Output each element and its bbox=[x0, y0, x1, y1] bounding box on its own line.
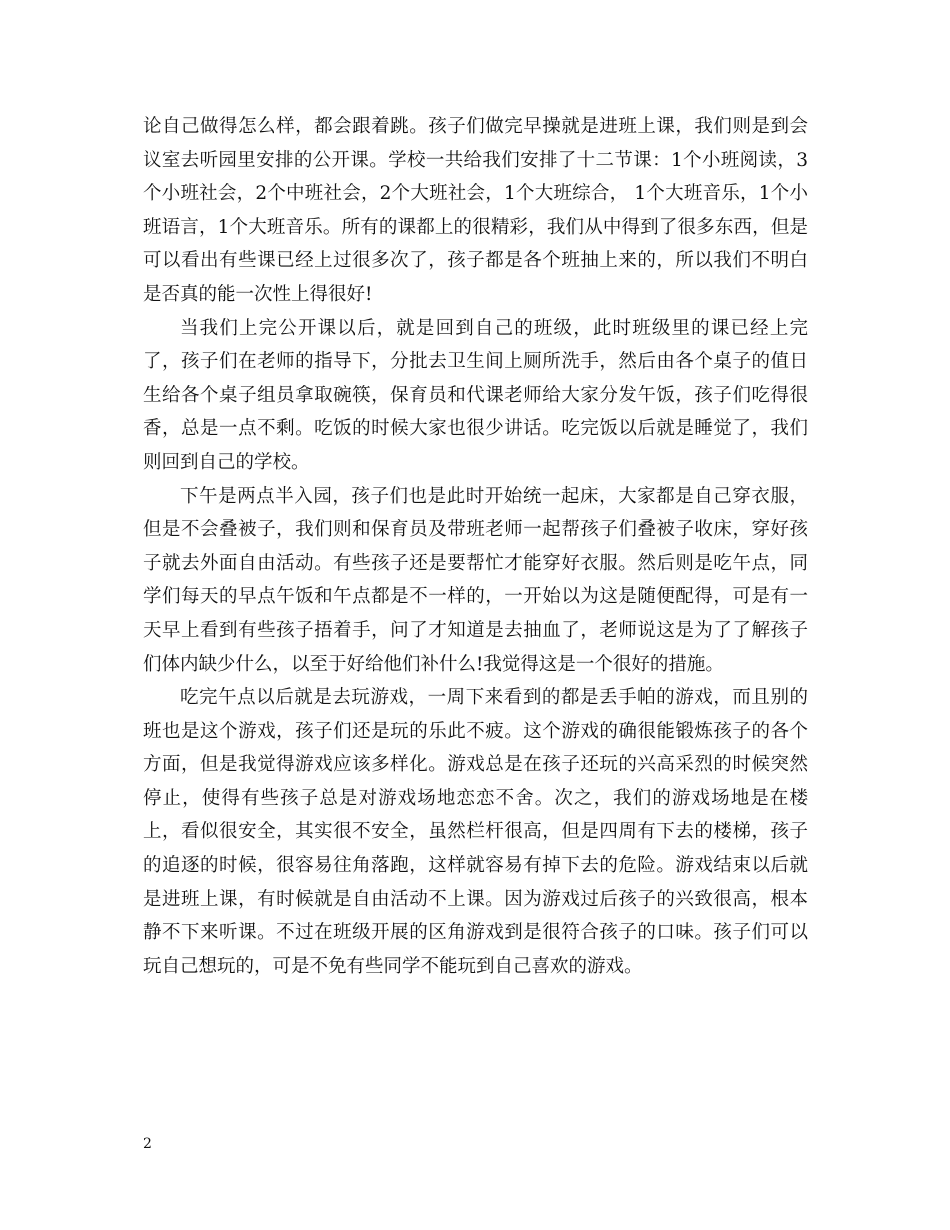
paragraph-3: 下午是两点半入园，孩子们也是此时开始统一起床，大家都是自己穿衣服，但是不会叠被子，我们则和保育员及带班老师一起帮孩子们叠被子收床，穿好孩子就去外面自由活动。有些孩子还是要帮忙才能穿好衣服。然后则是吃午点，同学们每天的早点午饭和午点都是不一样的，一开始以为这是随便配得，可是有一天早上看到有些孩子捂着手，问了才知道是去抽血了，老师说这是为了了解孩子们体内缺少什么，以至于好给他们补什么!我觉得这是一个很好的措施。 bbox=[143, 485, 808, 675]
paragraph-4: 吃完午点以后就是去玩游戏，一周下来看到的都是丢手帕的游戏，而且别的班也是这个游戏，孩子们还是玩的乐此不疲。这个游戏的确很能锻炼孩子的各个方面，但是我觉得游戏应该多样化。游戏总是在孩子还玩的兴高采烈的时候突然停止，使得有些孩子总是对游戏场地恋恋不舍。次之，我们的游戏场地是在楼上，看似很安全，其实很不安全，虽然栏杆很高，但是四周有下去的楼梯，孩子的追逐的时候，很容易往角落跑，这样就容易有掉下去的危险。游戏结束以后就是进班上课，有时候就是自由活动不上课。因为游戏过后孩子的兴致很高，根本静不下来听课。不过在班级开展的区角游戏到是很符合孩子的口味。孩子们可以玩自己想玩的，可是不免有些同学不能玩到自己喜欢的游戏。 bbox=[143, 687, 808, 977]
document-body bbox=[143, 110, 808, 983]
paragraph-2: 当我们上完公开课以后，就是回到自己的班级，此时班级里的课已经上完了，孩子们在老师的指导下，分批去卫生间上厕所洗手，然后由各个桌子的值日生给各个桌子组员拿取碗筷，保育员和代课老师给大家分发午饭，孩子们吃得很香，总是一点不剩。吃饭的时候大家也很少讲话。吃完饭以后就是睡觉了，我们则回到自己的学校。 bbox=[143, 317, 808, 473]
page-number: 2 bbox=[143, 1136, 152, 1152]
paragraph-1: 论自己做得怎么样，都会跟着跳。孩子们做完早操就是进班上课，我们则是到会议室去听园里安排的公开课。学校一共给我们安排了十二节课：1个小班阅读，3个小班社会，2个中班社会，2个大班社会，1个大班综合， 1个大班音乐，1个小班语言，1个大班音乐。所有的课都上的很精彩，我们从中得到了很多东西，但是可以看出有些课已经上过很多次了，孩子都是各个班抽上来的，所以我们不明白是否真的能一次性上得很好! bbox=[143, 116, 808, 305]
